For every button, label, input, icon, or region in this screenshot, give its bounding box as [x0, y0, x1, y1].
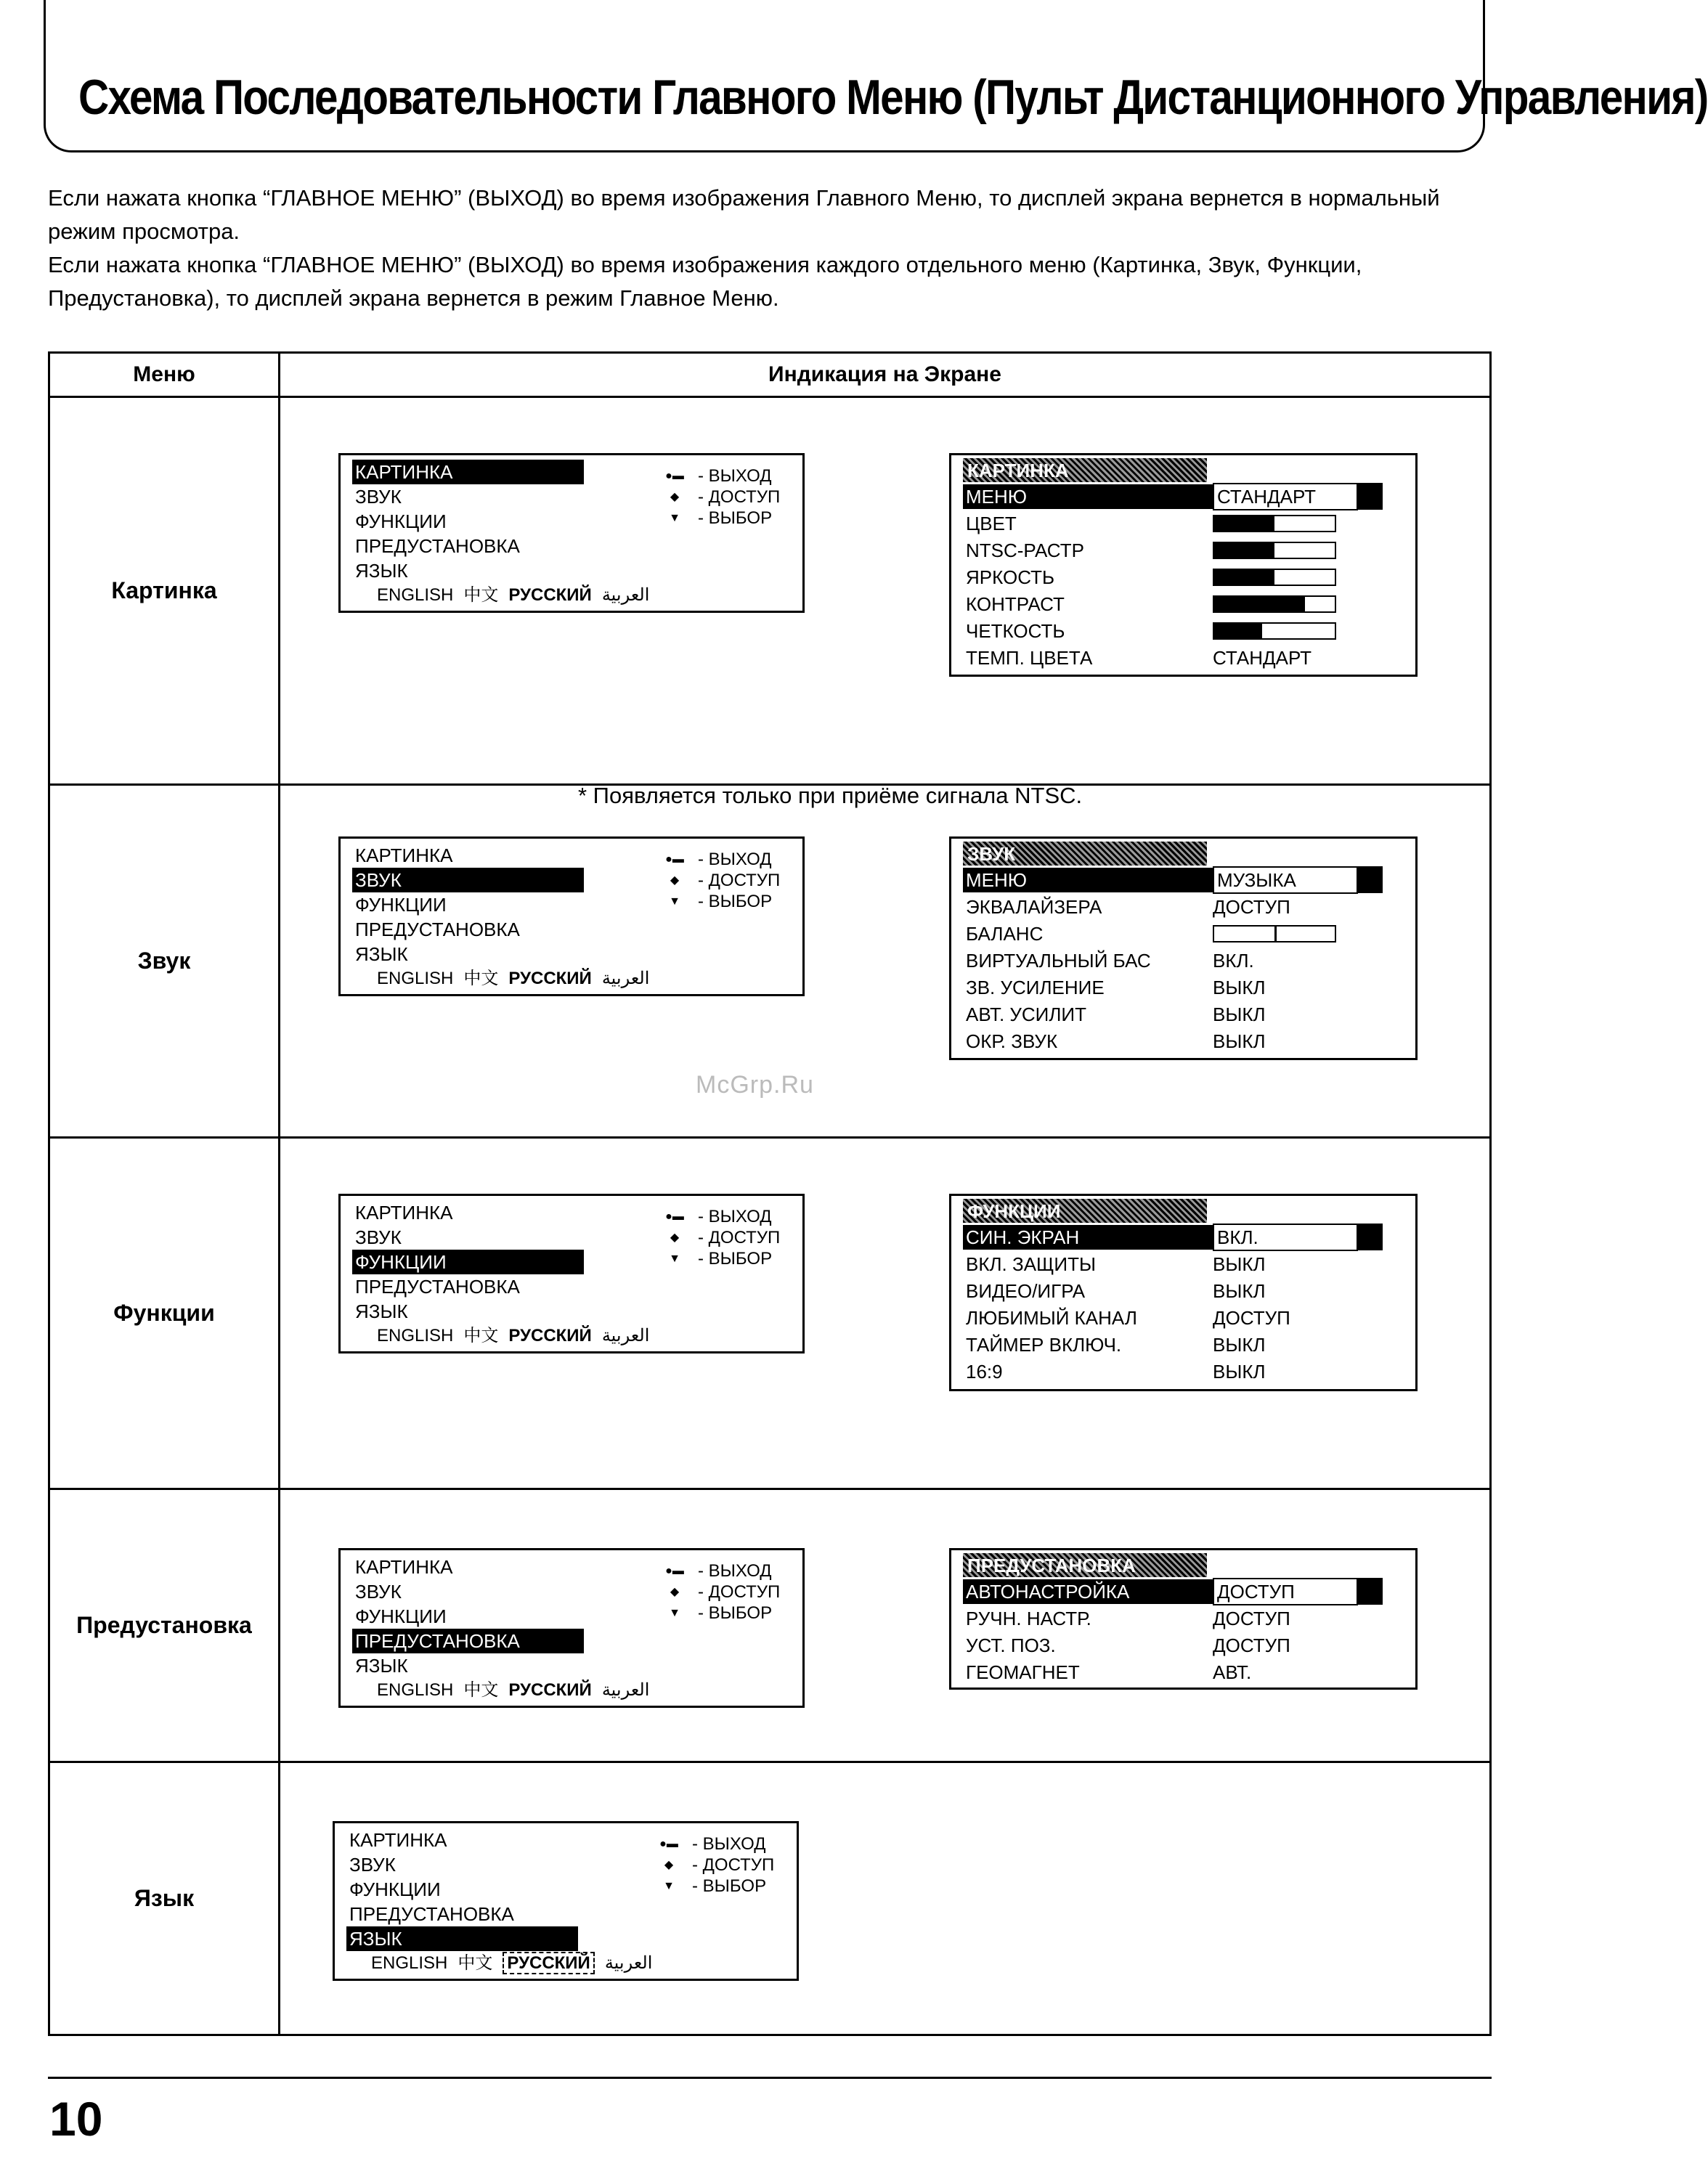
row-label-functions: Функции: [49, 1138, 280, 1489]
preset-menu-screen: [949, 1548, 1418, 1690]
main-menu-item[interactable]: ФУНКЦИИ: [349, 1878, 441, 1900]
level-bar-fill: [1214, 597, 1305, 611]
submenu-row[interactable]: [963, 1605, 1415, 1632]
language-options: [352, 1324, 802, 1348]
menu-key-icon: ●▬: [665, 470, 684, 482]
menu-sequence-table: [48, 351, 1492, 2036]
submenu-value: ВЫКЛ: [1213, 1360, 1266, 1383]
submenu-row[interactable]: [963, 563, 1415, 590]
submenu-row[interactable]: [963, 866, 1415, 893]
intro-paragraph: Если нажата кнопка “ГЛАВНОЕ МЕНЮ” (ВЫХОД) во время изображения каждого отдельного меню (Картинка, Звук, Функции, Предустановка), то дисплей экрана вернется в режим Главное Меню.: [48, 252, 1362, 311]
submenu-label: 16:9: [966, 1360, 1003, 1383]
display-cell-sound: [280, 785, 1491, 1138]
submenu-row[interactable]: [963, 1658, 1415, 1685]
language-option[interactable]: ENGLISH: [377, 969, 454, 988]
main-menu-item[interactable]: КАРТИНКА: [352, 460, 584, 484]
language-option[interactable]: РУССКИЙ: [508, 1326, 592, 1345]
remote-key-legend: [660, 465, 780, 529]
updown-key-icon: ◆: [670, 1231, 680, 1244]
key-legend-row: ◆ - ДОСТУП: [654, 1855, 774, 1876]
language-option[interactable]: العربية: [601, 1680, 650, 1700]
ok-key-icon: ▼: [669, 1253, 680, 1265]
submenu-label: ТЕМП. ЦВЕТА: [966, 646, 1093, 669]
submenu-label: УСТ. ПОЗ.: [966, 1634, 1056, 1656]
submenu-title: ЗВУК: [963, 842, 1207, 866]
submenu-value: ДОСТУП: [1213, 1607, 1290, 1629]
language-option[interactable]: ENGLISH: [377, 585, 454, 605]
submenu-label: АВТ. УСИЛИТ: [966, 1003, 1087, 1025]
main-menu-item[interactable]: ЗВУК: [355, 1226, 402, 1248]
main-menu-item[interactable]: ЗВУК: [349, 1854, 396, 1876]
submenu-label: ВИДЕО/ИГРА: [966, 1279, 1086, 1302]
main-menu-item[interactable]: КАРТИНКА: [355, 1202, 453, 1224]
intro-text: [48, 182, 1486, 315]
level-bar-fill: [1214, 624, 1262, 638]
submenu-label: ОКР. ЗВУК: [966, 1030, 1058, 1052]
submenu-label: КОНТРАСТ: [966, 593, 1065, 615]
menu-key-icon: ●▬: [665, 853, 684, 866]
main-menu-item[interactable]: ФУНКЦИИ: [355, 894, 447, 916]
updown-key-icon: ◆: [670, 874, 680, 887]
display-cell-functions: [280, 1138, 1491, 1489]
submenu-value: ВКЛ.: [1213, 1224, 1358, 1251]
main-menu-screen: [338, 453, 805, 613]
submenu-label: МЕНЮ: [963, 484, 1213, 509]
key-legend-row: ●▬ - ВЫХОД: [660, 1560, 780, 1581]
row-label-language: Язык: [49, 1762, 280, 2035]
submenu-row[interactable]: [963, 893, 1415, 920]
language-option[interactable]: РУССКИЙ: [508, 1680, 592, 1700]
language-option[interactable]: العربية: [601, 1326, 650, 1345]
submenu-value: ДОСТУП: [1213, 1578, 1358, 1605]
language-options: [352, 583, 802, 608]
remote-key-legend: [660, 849, 780, 912]
row-label-preset: Предустановка: [49, 1489, 280, 1762]
submenu-row[interactable]: [963, 1277, 1415, 1304]
level-bar[interactable]: [1213, 542, 1336, 559]
main-menu-item[interactable]: ЯЗЫК: [355, 943, 408, 965]
row-label-picture: Картинка: [49, 397, 280, 785]
page-title: Схема Последовательности Главного Меню (Пульт Дистанционного Управления): [78, 70, 1708, 125]
submenu-row[interactable]: [963, 1001, 1415, 1027]
remote-key-legend: [660, 1560, 780, 1624]
updown-key-icon: ◆: [670, 491, 680, 503]
main-menu-item[interactable]: ЯЗЫК: [355, 1655, 408, 1677]
menu-key-icon: ●▬: [665, 1565, 684, 1577]
updown-key-icon: ◆: [670, 1586, 680, 1598]
submenu-label: ЯРКОСТЬ: [966, 566, 1055, 588]
ntsc-asterisk: *: [1219, 537, 1227, 559]
main-menu-item[interactable]: ПРЕДУСТАНОВКА: [355, 1276, 520, 1298]
level-bar-fill: [1214, 570, 1274, 585]
submenu-title: ПРЕДУСТАНОВКА: [963, 1553, 1207, 1577]
submenu-row[interactable]: [963, 1304, 1415, 1331]
picture-menu-screen: [949, 453, 1418, 677]
main-menu-item[interactable]: ЯЗЫК: [355, 1300, 408, 1322]
submenu-value: ВЫКЛ: [1213, 1030, 1266, 1052]
submenu-label: ТАЙМЕР ВКЛЮЧ.: [966, 1333, 1122, 1356]
main-menu-item[interactable]: ЗВУК: [352, 868, 584, 892]
watermark: McGrp.Ru: [696, 1071, 814, 1099]
submenu-row[interactable]: [963, 483, 1415, 510]
ntsc-note: * Появляется только при приёме сигнала NTSC.: [578, 783, 1083, 808]
key-legend-row: ◆ - ДОСТУП: [660, 1227, 780, 1248]
language-option[interactable]: ENGLISH: [377, 1680, 454, 1700]
main-menu-item[interactable]: ЯЗЫК: [355, 560, 408, 582]
main-menu-item[interactable]: КАРТИНКА: [355, 844, 453, 866]
submenu-label: МЕНЮ: [963, 868, 1213, 892]
key-legend-row: ▼ - ВЫБОР: [660, 1603, 780, 1624]
key-legend-row: ▼ - ВЫБОР: [660, 1248, 780, 1269]
main-menu-item[interactable]: ПРЕДУСТАНОВКА: [355, 919, 520, 940]
main-menu-item[interactable]: ФУНКЦИИ: [355, 1605, 447, 1627]
language-option[interactable]: العربية: [604, 1953, 653, 1973]
language-option[interactable]: ENGLISH: [377, 1326, 454, 1345]
submenu-row[interactable]: [963, 1027, 1415, 1054]
language-option[interactable]: РУССКИЙ: [508, 585, 592, 605]
level-bar-fill: [1214, 516, 1274, 531]
submenu-title: ФУНКЦИИ: [963, 1199, 1207, 1223]
functions-menu-screen: [949, 1194, 1418, 1391]
submenu-label: РУЧН. НАСТР.: [966, 1607, 1091, 1629]
ok-key-icon: ▼: [669, 512, 680, 524]
language-option[interactable]: 中文: [463, 1326, 499, 1345]
submenu-row[interactable]: [963, 510, 1415, 537]
language-option[interactable]: العربية: [601, 969, 650, 988]
key-legend-row: ◆ - ДОСТУП: [660, 486, 780, 508]
main-menu-screen: [338, 1548, 805, 1708]
submenu-value: АВТ.: [1213, 1661, 1252, 1683]
submenu-row[interactable]: [963, 644, 1415, 671]
submenu-row[interactable]: [963, 1224, 1415, 1250]
intro-paragraph: Если нажата кнопка “ГЛАВНОЕ МЕНЮ” (ВЫХОД) во время изображения Главного Меню, то дисплей экрана вернется в нормальный режим просмотра.: [48, 185, 1440, 244]
table-row: [49, 1489, 1491, 1762]
submenu-row[interactable]: [963, 590, 1415, 617]
submenu-value: СТАНДАРТ: [1213, 646, 1312, 669]
sound-menu-screen: [949, 836, 1418, 1060]
footer-rule: [48, 2077, 1492, 2079]
submenu-label: ВИРТУАЛЬНЫЙ БАС: [966, 949, 1151, 972]
submenu-value: ВКЛ.: [1213, 949, 1254, 972]
header-display: Индикация на Экране: [280, 353, 1491, 397]
submenu-label: ЛЮБИМЫЙ КАНАЛ: [966, 1306, 1137, 1329]
page-number: 10: [49, 2092, 103, 2146]
submenu-label: ГЕОМАГНЕТ: [966, 1661, 1080, 1683]
main-menu-item[interactable]: КАРТИНКА: [349, 1829, 447, 1851]
main-menu-item[interactable]: ФУНКЦИИ: [355, 510, 447, 532]
submenu-value: ВЫКЛ: [1213, 1003, 1266, 1025]
main-menu-item[interactable]: КАРТИНКА: [355, 1556, 453, 1578]
language-option[interactable]: РУССКИЙ: [508, 969, 592, 988]
submenu-row[interactable]: [963, 974, 1415, 1001]
header-menu: Меню: [49, 353, 280, 397]
submenu-value: ДОСТУП: [1213, 1634, 1290, 1656]
main-menu-screen: [338, 1194, 805, 1353]
submenu-value: МУЗЫКА: [1213, 866, 1358, 894]
submenu-row[interactable]: [963, 1578, 1415, 1605]
main-menu-screen: [338, 836, 805, 996]
main-menu-item[interactable]: ЗВУК: [355, 486, 402, 508]
table-row: [49, 1762, 1491, 2035]
submenu-label: ЧЕТКОСТЬ: [966, 619, 1065, 642]
updown-key-icon: ◆: [664, 1859, 674, 1871]
submenu-row[interactable]: [963, 920, 1415, 947]
language-option[interactable]: 中文: [463, 585, 499, 605]
menu-key-icon: ●▬: [659, 1838, 678, 1850]
main-menu-item[interactable]: ПРЕДУСТАНОВКА: [352, 1629, 584, 1653]
row-label-sound: Звук: [49, 785, 280, 1138]
language-option[interactable]: العربية: [601, 585, 650, 605]
key-legend-row: ▼ - ВЫБОР: [660, 891, 780, 912]
main-menu-screen: [333, 1821, 799, 1981]
table-row: [49, 397, 1491, 785]
ok-key-icon: ▼: [663, 1880, 675, 1892]
submenu-label: СИН. ЭКРАН: [963, 1225, 1213, 1250]
main-menu-item[interactable]: ЯЗЫК: [346, 1926, 578, 1951]
submenu-title: КАРТИНКА: [963, 458, 1207, 482]
level-bar[interactable]: [1213, 569, 1336, 586]
balance-bar[interactable]: [1213, 925, 1336, 943]
submenu-row[interactable]: [963, 1632, 1415, 1658]
submenu-value: ВЫКЛ: [1213, 1253, 1266, 1275]
submenu-value: ДОСТУП: [1213, 895, 1290, 918]
level-bar[interactable]: [1213, 595, 1336, 613]
key-legend-row: ●▬ - ВЫХОД: [660, 849, 780, 870]
key-legend-row: ◆ - ДОСТУП: [660, 870, 780, 891]
table-header: [49, 353, 1491, 397]
key-legend-row: ●▬ - ВЫХОД: [654, 1833, 774, 1855]
balance-marker: [1274, 927, 1277, 941]
menu-key-icon: ●▬: [665, 1210, 684, 1223]
remote-key-legend: [660, 1206, 780, 1269]
key-legend-row: ▼ - ВЫБОР: [654, 1876, 774, 1897]
language-option[interactable]: ENGLISH: [371, 1953, 448, 1973]
submenu-row[interactable]: [963, 617, 1415, 644]
submenu-value: ДОСТУП: [1213, 1306, 1290, 1329]
level-bar[interactable]: [1213, 515, 1336, 532]
level-bar[interactable]: [1213, 622, 1336, 640]
main-menu-item[interactable]: ЗВУК: [355, 1581, 402, 1603]
key-legend-row: ●▬ - ВЫХОД: [660, 1206, 780, 1227]
submenu-row[interactable]: [963, 947, 1415, 974]
main-menu-item[interactable]: ФУНКЦИИ: [352, 1250, 584, 1274]
key-legend-row: ◆ - ДОСТУП: [660, 1581, 780, 1603]
submenu-label: БАЛАНС: [966, 922, 1044, 945]
key-legend-row: ●▬ - ВЫХОД: [660, 465, 780, 486]
language-option[interactable]: 中文: [458, 1953, 493, 1973]
language-options: [352, 966, 802, 991]
language-option[interactable]: 中文: [463, 1680, 499, 1700]
ok-key-icon: ▼: [669, 895, 680, 908]
submenu-row[interactable]: [963, 1331, 1415, 1358]
submenu-row[interactable]: [963, 1358, 1415, 1385]
submenu-label: АВТОНАСТРОЙКА: [963, 1579, 1213, 1604]
submenu-value: СТАНДАРТ: [1213, 483, 1358, 510]
table-row: [49, 1138, 1491, 1489]
language-options: [352, 1678, 802, 1703]
display-cell-language: [280, 1762, 1491, 2035]
submenu-value: ВЫКЛ: [1213, 976, 1266, 998]
ok-key-icon: ▼: [669, 1607, 680, 1619]
submenu-label: ВКЛ. ЗАЩИТЫ: [966, 1253, 1097, 1275]
language-option[interactable]: 中文: [463, 969, 499, 988]
remote-key-legend: [654, 1833, 774, 1897]
submenu-label: ЗВ. УСИЛЕНИЕ: [966, 976, 1105, 998]
key-legend-row: ▼ - ВЫБОР: [660, 508, 780, 529]
language-options: [346, 1951, 797, 1976]
submenu-row[interactable]: [963, 537, 1415, 563]
submenu-label: ЭКВАЛАЙЗЕРА: [966, 895, 1102, 918]
language-option[interactable]: РУССКИЙ: [503, 1952, 594, 1974]
submenu-label: ЦВЕТ: [966, 512, 1017, 534]
submenu-label: NTSC-РАСТР: [966, 539, 1084, 561]
submenu-row[interactable]: [963, 1250, 1415, 1277]
display-cell-picture: [280, 397, 1491, 808]
submenu-value: ВЫКЛ: [1213, 1333, 1266, 1356]
submenu-value: ВЫКЛ: [1213, 1279, 1266, 1302]
main-menu-item[interactable]: ПРЕДУСТАНОВКА: [349, 1903, 514, 1925]
display-cell-preset: [280, 1489, 1491, 1762]
main-menu-item[interactable]: ПРЕДУСТАНОВКА: [355, 535, 520, 557]
